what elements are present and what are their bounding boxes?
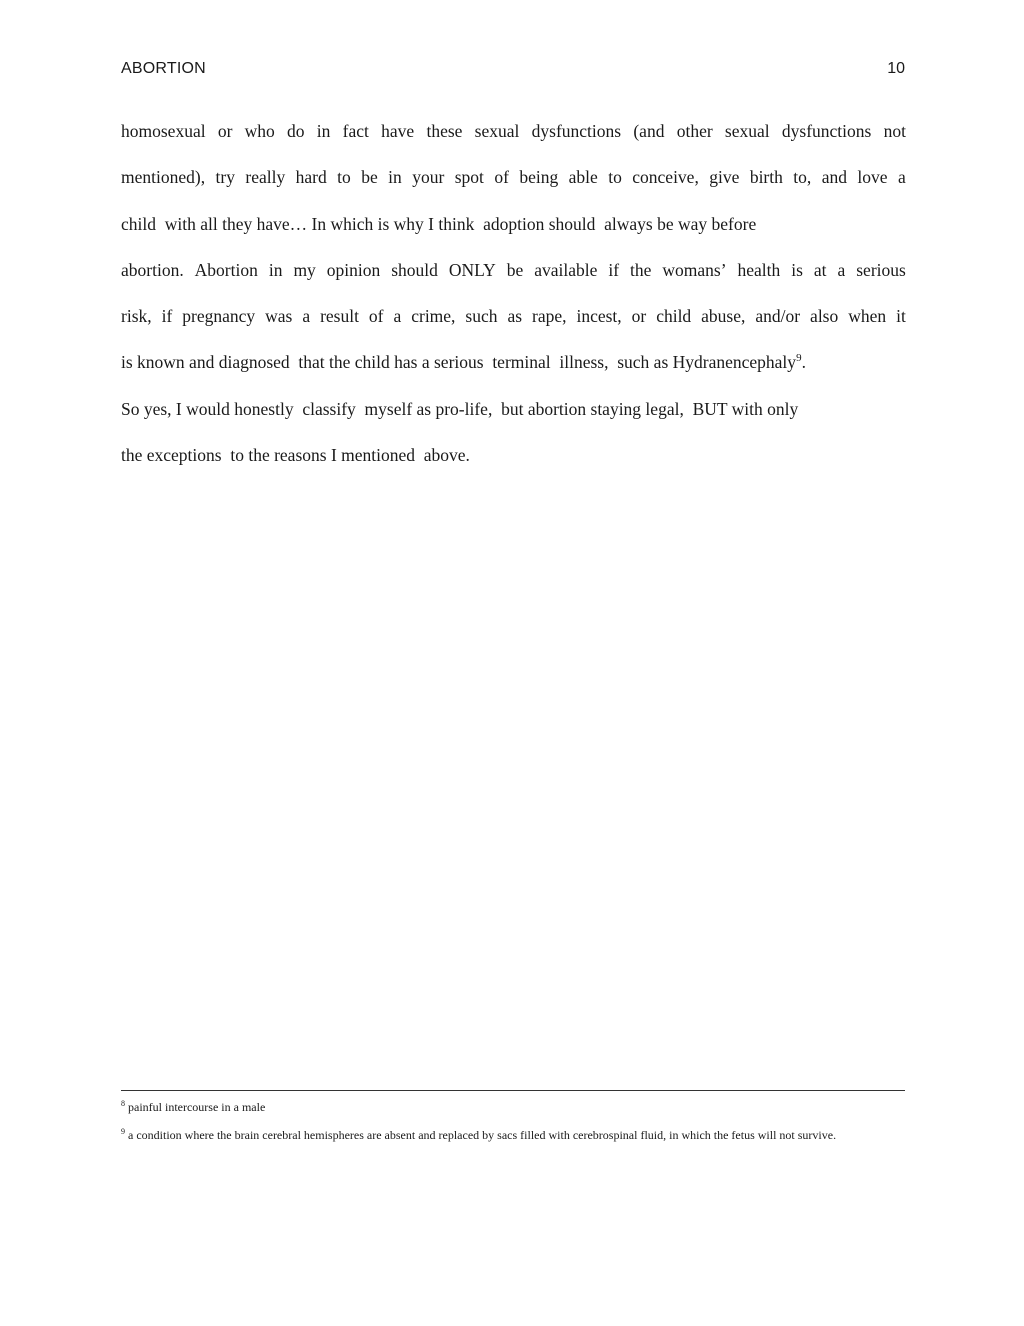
body-word: these: [426, 121, 463, 141]
body-word: try: [215, 167, 235, 188]
body-line: [121, 301, 906, 347]
footnote-separator: [121, 1090, 905, 1091]
body-word: of: [368, 306, 384, 327]
footnote-reference: 9: [796, 352, 802, 365]
body-word: and: [821, 167, 847, 188]
body-word: should: [391, 259, 438, 280]
body-word: (and: [633, 121, 665, 141]
body-word: was: [265, 306, 293, 327]
body-line: [121, 162, 906, 208]
body-word: sexual: [474, 121, 520, 141]
body-word: the: [630, 259, 652, 280]
footnote-9: [121, 1128, 905, 1142]
body-word: be: [361, 167, 378, 188]
body-word: your: [412, 167, 445, 188]
body-line: [121, 347, 906, 393]
body-word: a: [302, 306, 311, 327]
body-word: give: [709, 167, 740, 188]
body-word: sexual: [724, 121, 770, 141]
body-word: dysfunctions: [781, 121, 872, 141]
body-word: is: [791, 259, 803, 280]
footnote-marker: 9: [121, 1127, 125, 1136]
body-line-text: the exceptions to the reasons I mentioned above.: [121, 445, 470, 466]
body-word: being: [519, 167, 559, 188]
body-word: mentioned),: [121, 167, 206, 188]
body-word: a: [837, 259, 846, 280]
footnote-8: [121, 1100, 905, 1114]
body-word: opinion: [326, 259, 381, 280]
body-line-text: So yes, I would honestly classify myself as pro-life, but abortion staying legal, BUT with only: [121, 398, 799, 419]
body-line-text: child with all they have… In which is why I think adoption should always be way before: [121, 213, 757, 234]
body-word: hard: [295, 167, 327, 188]
body-word: in: [388, 167, 402, 188]
body-word: my: [293, 259, 316, 280]
footnotes: [121, 1100, 905, 1156]
body-word: available: [534, 259, 598, 280]
body-word: a: [393, 306, 402, 327]
body-word: at: [813, 259, 827, 280]
body-word: rape,: [532, 306, 567, 327]
body-line: [121, 209, 906, 255]
body-word: ONLY: [448, 259, 496, 280]
body-text: [121, 116, 906, 486]
body-word: to: [608, 167, 622, 188]
body-word: or: [631, 306, 647, 327]
body-word: have: [381, 121, 415, 141]
body-line: [121, 255, 906, 301]
body-word: conceive,: [632, 167, 699, 188]
body-word: able: [568, 167, 598, 188]
body-word: health: [737, 259, 781, 280]
body-word: spot: [454, 167, 484, 188]
body-word: it: [896, 306, 906, 327]
body-word: crime,: [411, 306, 456, 327]
body-word: be: [506, 259, 524, 280]
body-line-text: .: [801, 352, 806, 373]
body-word: if: [608, 259, 620, 280]
body-word: birth: [749, 167, 783, 188]
running-head: ABORTION: [121, 60, 206, 77]
body-word: who: [244, 121, 275, 141]
body-word: abuse,: [701, 306, 746, 327]
body-word: and/or: [755, 306, 801, 327]
body-word: in: [268, 259, 283, 280]
body-line-text: is known and diagnosed that the child has a serious terminal illness, such as Hydranencephaly: [121, 352, 797, 373]
body-word: abortion.: [121, 259, 184, 280]
body-word: not: [883, 121, 906, 141]
body-word: do: [287, 121, 305, 141]
body-word: homosexual: [121, 121, 206, 141]
body-word: to: [337, 167, 351, 188]
body-word: fact: [342, 121, 369, 141]
body-line: [121, 394, 906, 440]
body-word: such: [465, 306, 498, 327]
footnote-text: a condition where the brain cerebral hemispheres are absent and replaced by sacs filled with cerebrospinal fluid, in which the fetus will not survive.: [125, 1128, 837, 1142]
body-word: a: [897, 167, 906, 188]
body-word: in: [316, 121, 331, 141]
body-word: or: [217, 121, 233, 141]
body-word: really: [245, 167, 286, 188]
body-word: serious: [856, 259, 906, 280]
footnote-marker: 8: [121, 1099, 125, 1108]
body-word: love: [857, 167, 888, 188]
body-word: risk,: [121, 306, 152, 327]
body-word: as: [507, 306, 523, 327]
page-number: 10: [887, 60, 905, 77]
body-word: dysfunctions: [531, 121, 622, 141]
body-word: pregnancy: [182, 306, 256, 327]
body-line: [121, 440, 906, 486]
body-word: womans’: [662, 259, 727, 280]
footnote-text: painful intercourse in a male: [125, 1100, 266, 1114]
body-word: if: [161, 306, 173, 327]
body-word: when: [848, 306, 887, 327]
body-word: result: [320, 306, 359, 327]
body-word: of: [494, 167, 509, 188]
body-word: other: [676, 121, 713, 141]
body-word: incest,: [576, 306, 622, 327]
body-word: child: [656, 306, 692, 327]
body-word: also: [810, 306, 839, 327]
body-word: Abortion: [194, 259, 258, 280]
body-word: to,: [793, 167, 812, 188]
body-line: [121, 116, 906, 162]
